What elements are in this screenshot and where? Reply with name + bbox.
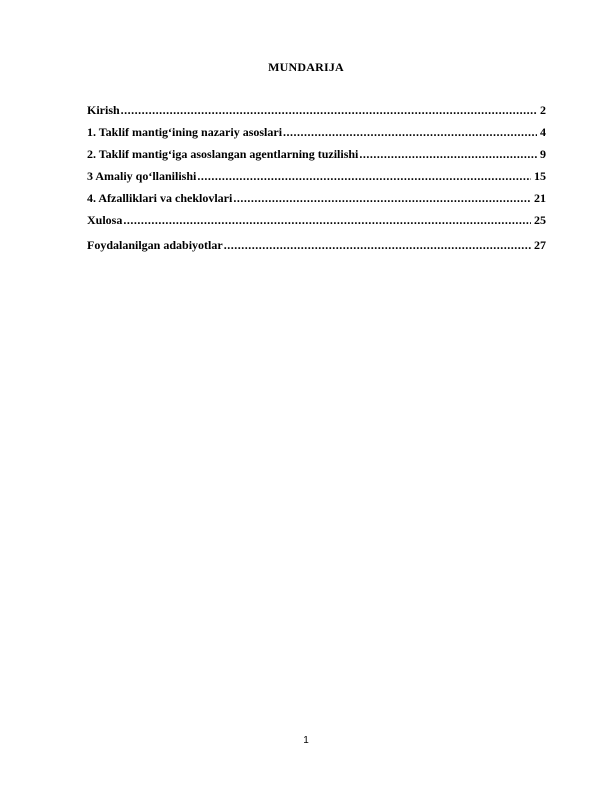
- table-of-contents: [87, 103, 546, 260]
- toc-entry-page: 27: [534, 238, 546, 252]
- toc-dot-leader: [123, 213, 531, 228]
- toc-entry-page: 9: [540, 147, 546, 161]
- toc-dot-leader: [233, 191, 531, 206]
- toc-entry-label: 2. Taklif mantig‘iga asoslangan agentlarning tuzilishi: [87, 147, 359, 161]
- toc-entry: [87, 169, 546, 191]
- toc-entry: [87, 103, 546, 125]
- toc-dot-leader: [224, 238, 531, 253]
- toc-entry-label: 1. Taklif mantig‘ining nazariy asoslari: [87, 125, 283, 139]
- toc-entry: [87, 238, 546, 260]
- toc-entry-label: Kirish: [87, 103, 120, 117]
- page-title: MUNDARIJA: [268, 60, 344, 74]
- toc-entry: [87, 147, 546, 169]
- toc-entry: [87, 191, 546, 213]
- toc-entry-label: Foydalanilgan adabiyotlar: [87, 238, 223, 252]
- toc-entry-label: 4. Afzalliklari va cheklovlari: [87, 191, 233, 205]
- toc-entry-page: 4: [540, 125, 546, 139]
- toc-entry: [87, 213, 546, 235]
- toc-entry-label: 3 Amaliy qo‘llanilishi: [87, 169, 197, 183]
- toc-dot-leader: [197, 169, 531, 184]
- toc-entry-page: 15: [534, 169, 546, 183]
- toc-entry: [87, 125, 546, 147]
- toc-dot-leader: [121, 103, 537, 118]
- toc-entry-page: 25: [534, 213, 546, 227]
- toc-entry-label: Xulosa: [87, 213, 123, 227]
- toc-dot-leader: [359, 147, 537, 162]
- toc-entry-page: 21: [534, 191, 546, 205]
- toc-entry-page: 2: [540, 103, 546, 117]
- toc-dot-leader: [283, 125, 537, 140]
- page-number: 1: [303, 735, 309, 746]
